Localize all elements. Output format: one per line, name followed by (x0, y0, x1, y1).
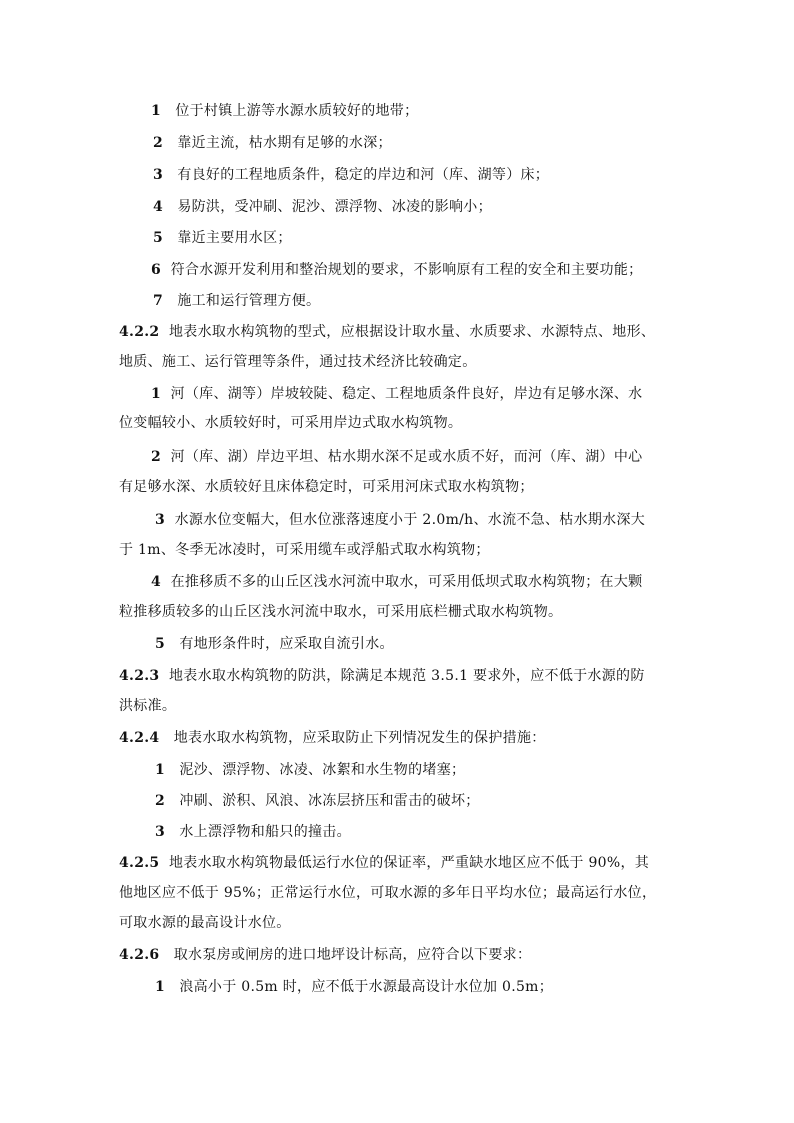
section-text: 地表水取水构筑物的型式，应根据设计取水量、水质要求、水源特点、地形、 (169, 324, 656, 340)
item-number: 1 (155, 762, 166, 778)
item-number: 1 (151, 386, 162, 402)
clause-4-2-4-item-2 (155, 791, 480, 811)
item-text: 易防洪，受冲刷、泥沙、漂浮物、冰凌的影响小； (177, 199, 492, 215)
item-number: 2 (151, 449, 162, 465)
section-text: 地质、施工、运行管理等条件，通过技术经济比较确定。 (119, 354, 477, 370)
item-text: 有良好的工程地质条件，稳定的岸边和河（库、湖等）床； (177, 167, 550, 183)
item-text: 靠近主要用水区； (177, 230, 292, 246)
section-4-2-5 (119, 853, 649, 873)
clause-4-2-4-item-3 (155, 822, 351, 842)
item-text: 于 1m、冬季无冰凌时，可采用缆车或浮船式取水构筑物； (119, 542, 490, 558)
item-number: 5 (155, 636, 166, 652)
section-text: 地表水取水构筑物，应采取防止下列情况发生的保护措施： (173, 730, 546, 746)
clause-item-4 (153, 197, 492, 217)
section-number: 4.2.2 (119, 324, 160, 340)
item-number: 1 (155, 979, 166, 995)
section-text: 地表水取水构筑物的防洪，除满足本规范 3.5.1 要求外，应不低于水源的防 (169, 668, 645, 684)
section-text: 可取水源的最高设计水位。 (119, 915, 291, 931)
item-text: 河（库、湖等）岸坡较陡、稳定、工程地质条件良好，岸边有足够水深、水 (170, 386, 643, 402)
clause-item-7 (153, 291, 320, 311)
section-4-2-5-cont-2 (119, 913, 291, 933)
item-text: 冲刷、淤积、风浪、冰冻层挤压和雷击的破坏； (179, 793, 480, 809)
section-4-2-2-cont (119, 352, 477, 372)
section-text: 洪标准。 (119, 698, 177, 714)
item-number: 4 (151, 574, 162, 590)
clause-4-2-2-item-1 (151, 384, 642, 404)
clause-4-2-2-item-4-cont (119, 602, 562, 622)
item-number: 5 (153, 230, 164, 246)
clause-item-2 (153, 133, 392, 153)
item-text: 泥沙、漂浮物、冰凌、冰絮和水生物的堵塞； (179, 762, 466, 778)
clause-4-2-2-item-1-cont (119, 413, 462, 433)
item-text: 有地形条件时，应采取自流引水。 (179, 636, 394, 652)
item-number: 4 (153, 199, 164, 215)
item-text: 符合水源开发利用和整治规划的要求，不影响原有工程的安全和主要功能； (170, 262, 643, 278)
item-number: 7 (153, 293, 164, 309)
section-4-2-5-cont-1 (119, 883, 656, 903)
item-number: 3 (153, 167, 164, 183)
section-4-2-3 (119, 666, 645, 686)
section-number: 4.2.3 (119, 668, 160, 684)
clause-item-6 (151, 260, 642, 280)
clause-4-2-2-item-2-cont (119, 477, 534, 497)
item-number: 3 (155, 512, 166, 528)
item-text: 靠近主流，枯水期有足够的水深； (177, 135, 392, 151)
item-number: 2 (153, 135, 164, 151)
item-number: 3 (155, 824, 166, 840)
section-4-2-6 (119, 945, 531, 965)
item-number: 6 (151, 262, 162, 278)
section-number: 4.2.4 (119, 730, 160, 746)
item-text: 水源水位变幅大，但水位涨落速度小于 2.0m/h、水流不急、枯水期水深大 (174, 512, 646, 528)
item-text: 粒推移质较多的山丘区浅水河流中取水，可采用底栏栅式取水构筑物。 (119, 604, 563, 620)
item-text: 施工和运行管理方便。 (177, 293, 321, 309)
section-text: 他地区应不低于 95%；正常运行水位，可取水源的多年日平均水位；最高运行水位， (119, 885, 657, 901)
clause-4-2-6-item-1 (155, 977, 553, 997)
clause-item-5 (153, 228, 292, 248)
section-4-2-4 (119, 728, 546, 748)
item-number: 2 (155, 793, 166, 809)
item-text: 位变幅较小、水质较好时，可采用岸边式取水构筑物。 (119, 415, 463, 431)
section-4-2-3-cont (119, 696, 176, 716)
clause-4-2-2-item-2 (151, 447, 642, 467)
item-number: 1 (151, 103, 162, 119)
section-text: 地表水取水构筑物最低运行水位的保证率，严重缺水地区应不低于 90%，其 (169, 855, 650, 871)
clause-item-1 (151, 101, 418, 121)
clause-item-3 (153, 165, 549, 185)
section-number: 4.2.6 (119, 947, 160, 963)
item-text: 浪高小于 0.5m 时，应不低于水源最高设计水位加 0.5m； (179, 979, 554, 995)
clause-4-2-2-item-4 (151, 572, 642, 592)
clause-4-2-2-item-3 (155, 510, 645, 530)
clause-4-2-2-item-3-cont (119, 540, 490, 560)
item-text: 水上漂浮物和船只的撞击。 (179, 824, 351, 840)
section-4-2-2 (119, 322, 655, 342)
section-number: 4.2.5 (119, 855, 160, 871)
item-text: 在推移质不多的山丘区浅水河流中取水，可采用低坝式取水构筑物；在大颗 (170, 574, 643, 590)
item-text: 位于村镇上游等水源水质较好的地带； (175, 103, 419, 119)
item-text: 河（库、湖）岸边平坦、枯水期水深不足或水质不好，而河（库、湖）中心 (170, 449, 643, 465)
clause-4-2-2-item-5 (155, 634, 394, 654)
item-text: 有足够水深、水质较好且床体稳定时，可采用河床式取水构筑物； (119, 479, 534, 495)
section-text: 取水泵房或闸房的进口地坪设计标高，应符合以下要求： (173, 947, 532, 963)
clause-4-2-4-item-1 (155, 760, 465, 780)
